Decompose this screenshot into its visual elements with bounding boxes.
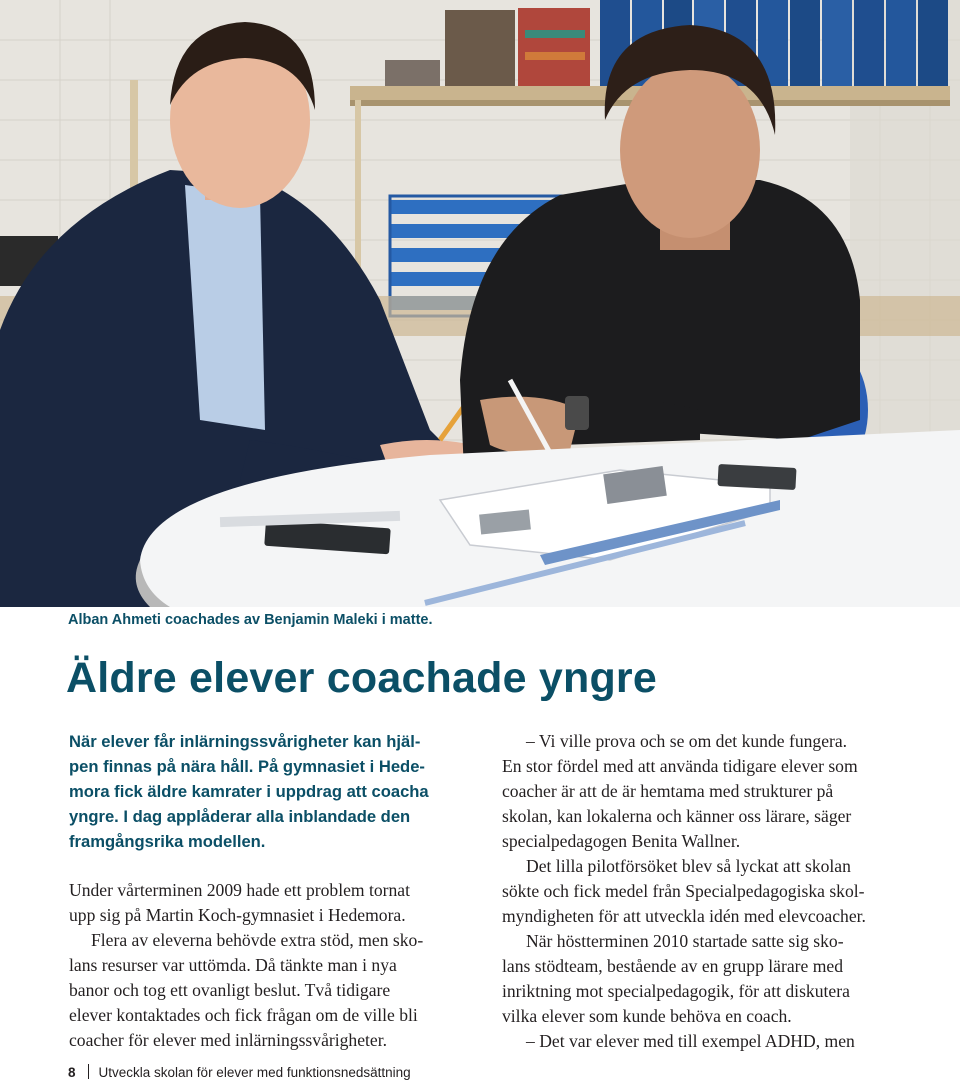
- page-number: 8: [68, 1065, 76, 1080]
- footer-divider: [88, 1064, 89, 1079]
- page-footer: [68, 1064, 411, 1082]
- body-line: Flera av eleverna behövde extra stöd, men sko-: [91, 930, 424, 950]
- body-line: coacher är att de är hemtama med strukturer på: [502, 781, 834, 801]
- body-paragraph-5: [502, 929, 902, 1029]
- body-paragraph-2: [69, 928, 469, 1053]
- body-line: vilka elever som kunde behöva en coach.: [502, 1006, 792, 1026]
- left-column: [69, 729, 469, 1053]
- lead-line: mora fick äldre kamrater i uppdrag att coacha: [69, 782, 429, 801]
- body-line: Det lilla pilotförsöket blev så lyckat att skolan: [526, 856, 851, 876]
- body-paragraph-6: [502, 1029, 902, 1054]
- photo-caption: Alban Ahmeti coachades av Benjamin Maleki i matte.: [68, 612, 433, 628]
- lead-line: yngre. I dag applåderar alla inblandade den: [69, 807, 411, 826]
- lead-line: framgångsrika modellen.: [69, 832, 266, 851]
- lead-paragraph: [69, 729, 469, 854]
- body-line: banor och tog ett ovanligt beslut. Två tidigare: [69, 980, 391, 1000]
- body-line: – Vi ville prova och se om det kunde fungera.: [526, 731, 848, 751]
- publication-title: Utveckla skolan för elever med funktionsnedsättning: [98, 1065, 411, 1080]
- body-line: Under vårterminen 2009 hade ett problem tornat: [69, 880, 411, 900]
- article-headline: Äldre elever coachade yngre: [66, 654, 657, 702]
- body-line: skolan, kan lokalerna och känner oss lärare, säger: [502, 806, 852, 826]
- body-line: lans resurser var uttömda. Då tänkte man i nya: [69, 955, 397, 975]
- body-line: elever kontaktades och fick frågan om de ville bli: [69, 1005, 418, 1025]
- body-line: – Det var elever med till exempel ADHD, men: [526, 1031, 855, 1051]
- body-line: specialpedagogen Benita Wallner.: [502, 831, 741, 851]
- body-paragraph-1: [69, 878, 469, 928]
- body-line: inriktning mot specialpedagogik, för att diskutera: [502, 981, 850, 1001]
- body-line: sökte och fick medel från Specialpedagogiska skol-: [502, 881, 865, 901]
- body-line: myndigheten för att utveckla idén med elevcoacher.: [502, 906, 866, 926]
- body-line: När höstterminen 2010 startade satte sig sko-: [526, 931, 844, 951]
- body-line: En stor fördel med att använda tidigare elever som: [502, 756, 858, 776]
- body-line: upp sig på Martin Koch-gymnasiet i Hedemora.: [69, 905, 406, 925]
- body-paragraph-4: [502, 854, 902, 929]
- right-column: [502, 729, 902, 1054]
- lead-line: pen finnas på nära håll. På gymnasiet i Hede-: [69, 757, 425, 776]
- body-line: coacher för elever med inlärningssvårigheter.: [69, 1030, 388, 1050]
- body-paragraph-3: [502, 729, 902, 854]
- lead-line: När elever får inlärningssvårigheter kan hjäl-: [69, 732, 421, 751]
- body-line: lans stödteam, bestående av en grupp lärare med: [502, 956, 843, 976]
